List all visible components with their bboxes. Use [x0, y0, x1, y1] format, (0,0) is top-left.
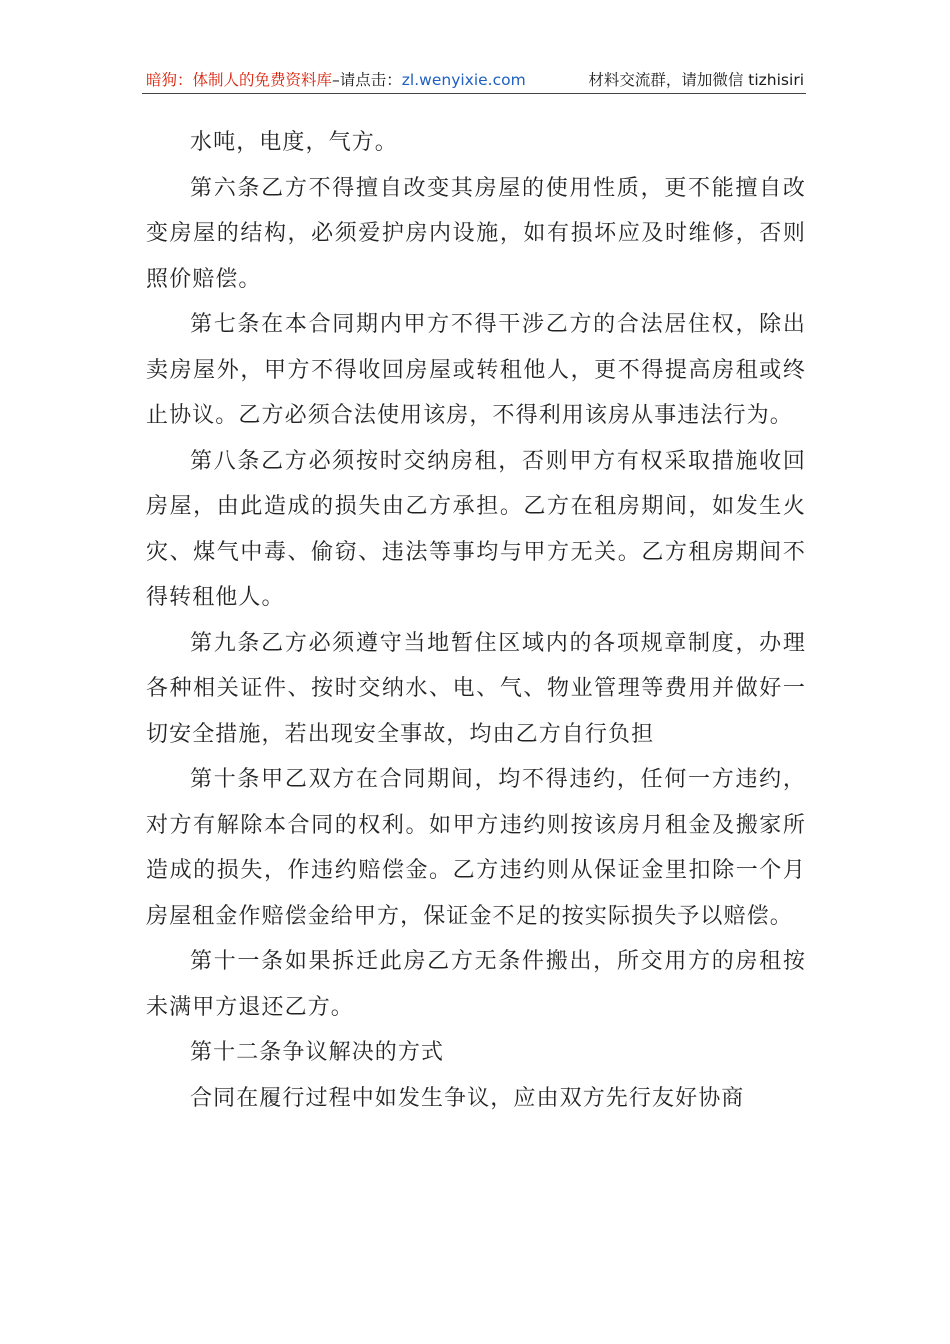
- paragraph-article-10: 第十条甲乙双方在合同期间，均不得违约，任何一方违约，对方有解除本合同的权利。如甲方违约则按该房月租金及搬家所造成的损失，作违约赔偿金。乙方违约则从保证金里扣除一个月房屋租金作赔偿金给甲方，保证金不足的按实际损失予以赔偿。: [146, 767, 806, 929]
- header-divider: [142, 93, 806, 94]
- paragraph-article-12-heading: 第十二条争议解决的方式: [190, 1040, 445, 1065]
- paragraph-article-11: 第十一条如果拆迁此房乙方无条件搬出，所交用方的房租按未满甲方退还乙方。: [146, 949, 806, 1020]
- paragraph-utilities: 水吨，电度，气方。: [190, 130, 398, 155]
- page-header: [146, 68, 804, 92]
- header-wechat-note: 材料交流群，请加微信 tizhisiri: [588, 71, 804, 89]
- paragraph-article-7: 第七条在本合同期内甲方不得干涉乙方的合法居住权，除出卖房屋外，甲方不得收回房屋或转租他人，更不得提高房租或终止协议。乙方必须合法使用该房，不得利用该房从事违法行为。: [146, 312, 806, 428]
- header-prompt: –请点击：: [332, 71, 402, 89]
- paragraph-dispute-resolution: 合同在履行过程中如发生争议，应由双方先行友好协商: [190, 1085, 745, 1111]
- paragraph-article-8: 第八条乙方必须按时交纳房租，否则甲方有权采取措施收回房屋，由此造成的损失由乙方承担。乙方在租房期间，如发生火灾、煤气中毒、偷窃、违法等事均与甲方无关。乙方租房期间不得转租他人。: [146, 448, 806, 610]
- header-brand: 暗狗：体制人的免费资料库: [146, 71, 333, 89]
- header-link[interactable]: zl.wenyixie.com: [401, 71, 526, 89]
- paragraph-article-6: 第六条乙方不得擅自改变其房屋的使用性质，更不能擅自改变房屋的结构，必须爱护房内设施，如有损坏应及时维修，否则照价赔偿。: [146, 175, 806, 292]
- contract-body: [146, 120, 806, 1121]
- paragraph-article-9: 第九条乙方必须遵守当地暂住区域内的各项规章制度，办理各种相关证件、按时交纳水、电、气、物业管理等费用并做好一切安全措施，若出现安全事故，均由乙方自行负担: [146, 630, 806, 747]
